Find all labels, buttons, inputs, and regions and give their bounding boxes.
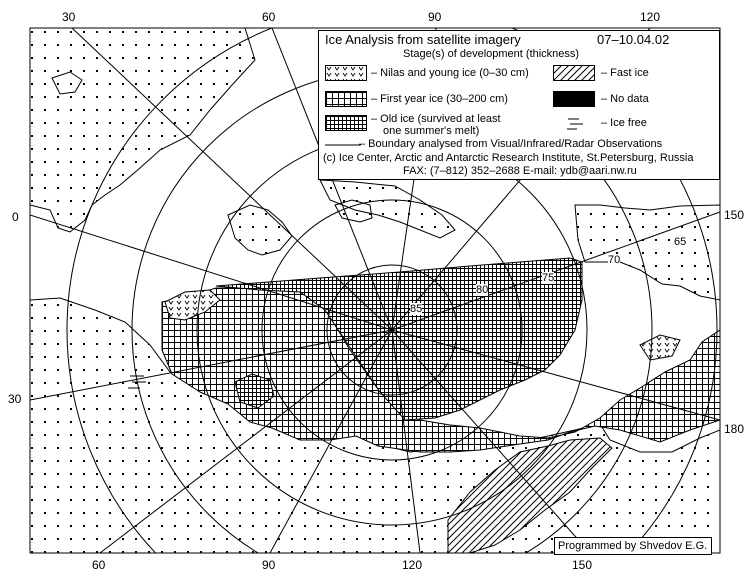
legend-credit: (c) Ice Center, Arctic and Antarctic Research Institute, St.Petersburg, Russia — [323, 152, 694, 164]
lon-label-left: 30 — [8, 392, 22, 406]
first-year-swatch-pattern — [326, 92, 366, 106]
legend-old-label-1: – Old ice (survived at least — [371, 113, 501, 125]
lat-label: 80 — [476, 284, 489, 296]
old-ice-swatch — [325, 115, 367, 131]
lon-label-top: 30 — [62, 10, 76, 24]
legend-no-data-label: – No data — [601, 93, 649, 105]
lat-label: 85 — [410, 303, 423, 315]
lon-label-right: 150 — [724, 208, 745, 222]
lat-label: 70 — [608, 254, 621, 266]
lat-label: 75 — [542, 272, 555, 284]
lon-label-left: 0 — [12, 210, 19, 224]
lon-label-bottom: 150 — [572, 558, 593, 572]
ice-free-swatch — [565, 115, 587, 131]
lon-label-bottom: 60 — [92, 558, 106, 572]
fast-ice-swatch-pattern — [554, 66, 594, 80]
legend-fast-label: – Fast ice — [601, 67, 649, 79]
lat-label: 65 — [674, 236, 687, 248]
old-ice-swatch-pattern — [326, 116, 366, 130]
legend-title: Ice Analysis from satellite imagery — [325, 32, 521, 47]
lon-label-right: 180 — [724, 422, 745, 436]
legend-box — [318, 30, 720, 180]
no-data-swatch — [553, 91, 595, 107]
lon-label-top: 60 — [262, 10, 276, 24]
lon-label-top: 90 — [428, 10, 442, 24]
lon-label-top: 120 — [640, 10, 661, 24]
legend-ice-free-label: – Ice free — [601, 117, 647, 129]
nilas-swatch — [325, 65, 367, 81]
legend-contact: FAX: (7–812) 352–2688 E-mail: ydb@aari.nw.ru — [403, 165, 637, 177]
boundary-swatch — [323, 142, 363, 148]
nilas-swatch-pattern — [326, 66, 366, 80]
legend-date: 07–10.04.02 — [597, 32, 670, 47]
legend-first-year-label: – First year ice (30–200 cm) — [371, 93, 508, 105]
legend-boundary-label: – Boundary analysed from Visual/Infrared/Radar Observations — [359, 138, 663, 150]
legend-subtitle: Stage(s) of development (thickness) — [403, 48, 580, 60]
fast-ice-swatch — [553, 65, 595, 81]
first-year-swatch — [325, 91, 367, 107]
lon-label-bottom: 90 — [262, 558, 276, 572]
lon-label-bottom: 120 — [402, 558, 423, 572]
legend-old-label-2: one summer's melt) — [383, 125, 480, 137]
legend-nilas-label: – Nilas and young ice (0–30 cm) — [371, 67, 529, 79]
programmed-by-label: Programmed by Shvedov E.G. — [554, 537, 712, 555]
